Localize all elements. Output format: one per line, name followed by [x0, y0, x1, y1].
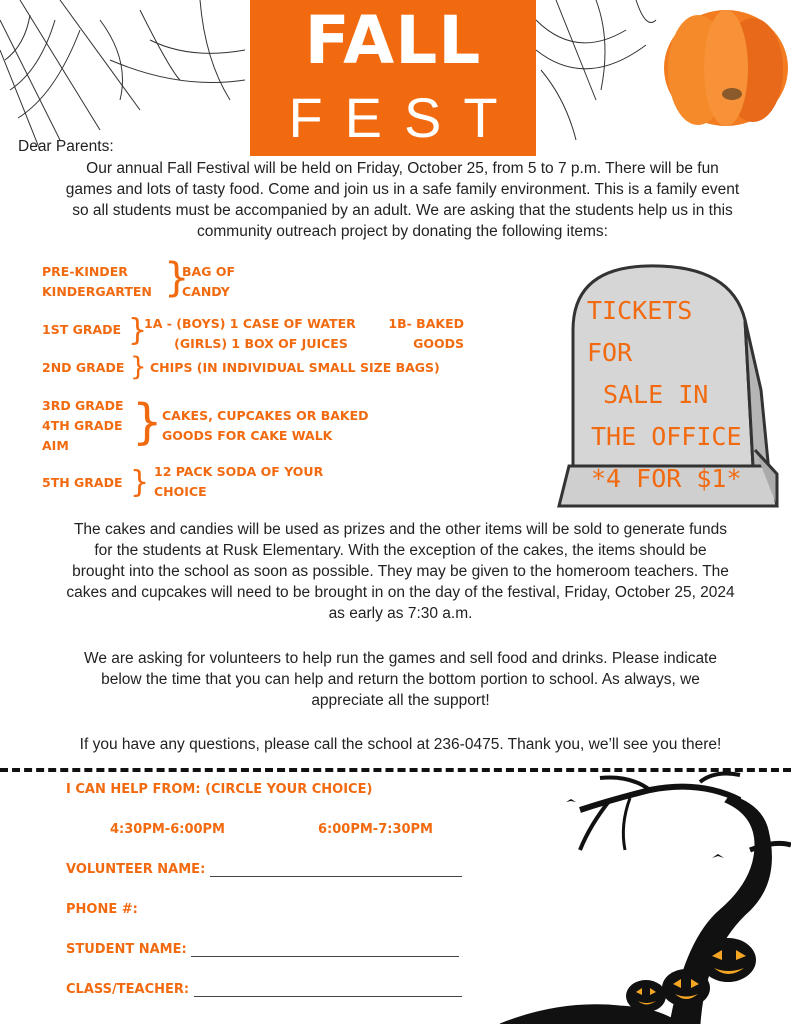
time-slot-option[interactable]: 4:30PM-6:00PM: [110, 822, 225, 837]
grade-label: KINDERGARTEN: [42, 284, 152, 299]
items-prek: [182, 262, 235, 302]
paragraph-line: appreciate all the support!: [311, 692, 490, 709]
items-first-a: [144, 314, 368, 354]
grade-third: [42, 396, 124, 456]
student-name-line[interactable]: [191, 942, 459, 957]
title-fest: FEST: [288, 86, 520, 149]
phone-field[interactable]: [66, 902, 138, 917]
greeting: Dear Parents:: [18, 138, 114, 155]
grade-label: 3RD GRADE: [42, 398, 124, 413]
item-label: CHOICE: [154, 484, 207, 499]
prizes-paragraph: [8, 519, 791, 624]
items-fifth: [154, 462, 323, 502]
items-first-b: [384, 314, 464, 354]
paragraph-line: cakes and cupcakes will need to be brought in on the day of the festival, Friday, October 25, 2024: [66, 584, 735, 601]
paragraph-line: below the time that you can help and return the bottom portion to school. As always, we: [101, 671, 700, 688]
tombstone-line: TICKETS FOR: [587, 296, 693, 367]
class-teacher-field[interactable]: [66, 982, 462, 997]
volunteer-name-line[interactable]: [210, 862, 462, 877]
volunteers-paragraph: [8, 648, 791, 711]
questions-paragraph: If you have any questions, please call the school at 236-0475. Thank you, we’ll see you there!: [79, 736, 722, 753]
grade-prek: [42, 262, 152, 302]
intro-paragraph: [10, 158, 791, 242]
grade-first: 1ST GRADE: [42, 322, 122, 337]
grade-label: PRE-KINDER: [42, 264, 128, 279]
class-teacher-line[interactable]: [194, 982, 462, 997]
paragraph-line: as early as 7:30 a.m.: [328, 605, 473, 622]
student-name-field[interactable]: [66, 942, 459, 957]
grade-label: AIM: [42, 438, 69, 453]
intro-line: Our annual Fall Festival will be held on Friday, October 25, from 5 to 7 p.m. There will be fun: [86, 160, 719, 177]
intro-line: games and lots of tasty food. Come and join us in a safe family environment. This is a family event: [65, 181, 740, 198]
brace-icon: }: [130, 465, 150, 500]
item-label: 1A - (BOYS) 1 CASE OF WATER: [144, 316, 356, 331]
title-fall: FALL: [304, 2, 482, 79]
item-label: BAG OF: [182, 264, 235, 279]
class-teacher-label: CLASS/TEACHER:: [66, 982, 190, 997]
paragraph-line: The cakes and candies will be used as prizes and the other items will be sold to generate funds: [73, 521, 728, 538]
brace-icon: }: [164, 255, 190, 301]
volunteer-name-label: VOLUNTEER NAME:: [66, 862, 206, 877]
phone-label: PHONE #:: [66, 902, 138, 917]
paragraph-line: for the students at Rusk Elementary. With the exception of the cakes, the items should be: [94, 542, 707, 559]
paragraph-line: We are asking for volunteers to help run the games and sell food and drinks. Please indicate: [83, 650, 717, 667]
spiderweb-left-illustration: [0, 0, 250, 150]
brace-icon: }: [132, 394, 163, 450]
spooky-tree-illustration: [500, 770, 791, 1024]
brace-icon: }: [128, 313, 148, 348]
jack-o-lantern-icons: [626, 938, 756, 1012]
item-label: GOODS FOR CAKE WALK: [162, 428, 333, 443]
grade-fifth: 5TH GRADE: [42, 475, 123, 490]
items-third: [162, 406, 369, 446]
paragraph-line: brought into the school as soon as possible. They may be given to the homeroom teachers. The: [72, 563, 729, 580]
item-label: GOODS: [413, 336, 464, 351]
grade-second: 2ND GRADE: [42, 360, 125, 375]
tombstone-line: *4 FOR $1*: [591, 464, 742, 493]
student-name-label: STUDENT NAME:: [66, 942, 187, 957]
intro-line: community outreach project by donating the following items:: [197, 223, 608, 240]
grade-label: 4TH GRADE: [42, 418, 123, 433]
tombstone-text: [585, 290, 745, 500]
help-time-label: I CAN HELP FROM: (CIRCLE YOUR CHOICE): [66, 782, 373, 797]
tombstone-line: SALE IN: [603, 380, 709, 409]
item-label: 12 PACK SODA OF YOUR: [154, 464, 324, 479]
tombstone-line: THE OFFICE: [591, 422, 742, 451]
time-slot-option[interactable]: 6:00PM-7:30PM: [318, 822, 433, 837]
item-label: CAKES, CUPCAKES OR BAKED: [162, 408, 369, 423]
item-label: (GIRLS) 1 BOX OF JUICES: [174, 336, 348, 351]
title-banner: [250, 0, 536, 156]
intro-line: so all students must be accompanied by an adult. We are asking that the students help us in this: [72, 202, 733, 219]
volunteer-name-field[interactable]: [66, 862, 462, 877]
brace-icon: }: [130, 352, 147, 382]
pumpkin-illustration: [648, 0, 791, 135]
item-label: 1B- BAKED: [388, 316, 464, 331]
item-label: CANDY: [182, 284, 230, 299]
items-second: CHIPS (IN INDIVIDUAL SMALL SIZE BAGS): [150, 360, 440, 375]
